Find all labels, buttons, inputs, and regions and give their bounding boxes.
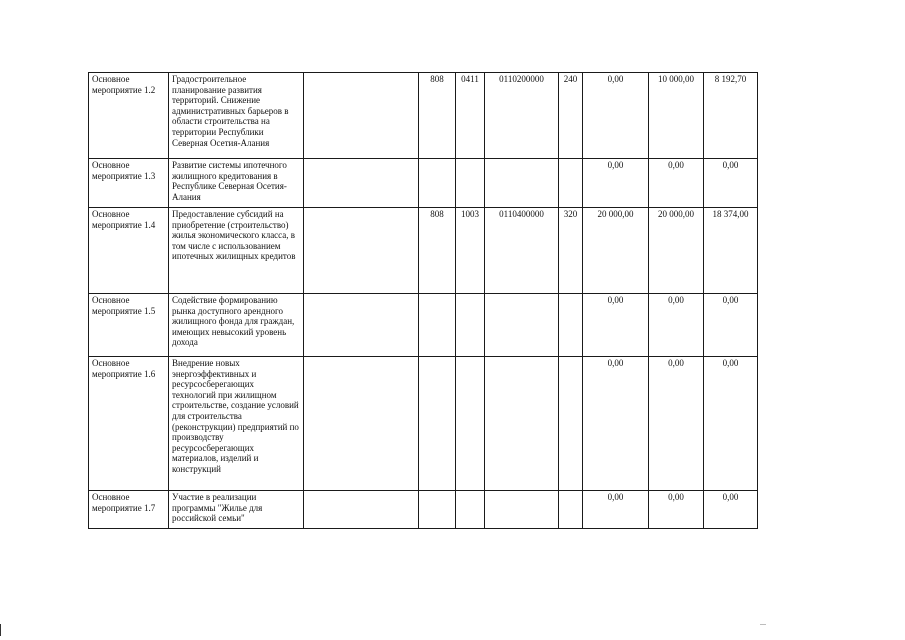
value-1-cell: 0,00 bbox=[583, 159, 649, 208]
row-type-cell: Основное мероприятие 1.2 bbox=[89, 73, 169, 159]
vr-cell bbox=[559, 357, 583, 491]
row-name-cell: Предоставление субсидий на приобретение (строительство) жилья экономического класса, в том числе с использованием ипотечных жилищных кредитов bbox=[169, 208, 304, 294]
grbs-cell bbox=[419, 491, 456, 529]
vr-cell bbox=[559, 491, 583, 529]
row-type-cell: Основное мероприятие 1.7 bbox=[89, 491, 169, 529]
vr-cell bbox=[559, 159, 583, 208]
row-type-cell: Основное мероприятие 1.4 bbox=[89, 208, 169, 294]
row-type-cell: Основное мероприятие 1.6 bbox=[89, 357, 169, 491]
value-2-cell: 0,00 bbox=[649, 491, 704, 529]
vr-cell bbox=[559, 294, 583, 357]
row-executor-cell bbox=[304, 159, 419, 208]
table-row bbox=[89, 159, 758, 208]
row-name-cell: Участие в реализации программы "Жилье для российской семьи" bbox=[169, 491, 304, 529]
grbs-cell bbox=[419, 357, 456, 491]
row-name-cell: Внедрение новых энергоэффективных и ресурсосберегающих технологий при жилищном строительстве, создание условий для строительства (реконструкции) предприятий по производству ресурсосберегающих материалов, изделий и конструкций bbox=[169, 357, 304, 491]
value-2-cell: 20 000,00 bbox=[649, 208, 704, 294]
csr-cell bbox=[485, 159, 559, 208]
rzpr-cell bbox=[456, 357, 485, 491]
rzpr-cell: 1003 bbox=[456, 208, 485, 294]
rzpr-cell bbox=[456, 491, 485, 529]
value-2-cell: 0,00 bbox=[649, 357, 704, 491]
row-executor-cell bbox=[304, 357, 419, 491]
table-row bbox=[89, 208, 758, 294]
value-3-cell: 8 192,70 bbox=[704, 73, 758, 159]
csr-cell: 0110200000 bbox=[485, 73, 559, 159]
grbs-cell: 808 bbox=[419, 208, 456, 294]
value-1-cell: 0,00 bbox=[583, 491, 649, 529]
value-3-cell: 0,00 bbox=[704, 491, 758, 529]
row-type-cell: Основное мероприятие 1.5 bbox=[89, 294, 169, 357]
table-row bbox=[89, 491, 758, 529]
value-2-cell: 0,00 bbox=[649, 159, 704, 208]
row-name-cell: Содействие формированию рынка доступного арендного жилищного фонда для граждан, имеющих невысокий уровень дохода bbox=[169, 294, 304, 357]
csr-cell bbox=[485, 491, 559, 529]
scan-speck bbox=[760, 624, 766, 625]
value-1-cell: 0,00 bbox=[583, 73, 649, 159]
row-executor-cell bbox=[304, 491, 419, 529]
csr-cell bbox=[485, 357, 559, 491]
table-row bbox=[89, 73, 758, 159]
csr-cell bbox=[485, 294, 559, 357]
value-2-cell: 0,00 bbox=[649, 294, 704, 357]
vr-cell: 320 bbox=[559, 208, 583, 294]
grbs-cell bbox=[419, 159, 456, 208]
value-1-cell: 0,00 bbox=[583, 357, 649, 491]
grbs-cell: 808 bbox=[419, 73, 456, 159]
rzpr-cell bbox=[456, 294, 485, 357]
row-executor-cell bbox=[304, 208, 419, 294]
value-3-cell: 0,00 bbox=[704, 357, 758, 491]
value-3-cell: 0,00 bbox=[704, 159, 758, 208]
value-1-cell: 0,00 bbox=[583, 294, 649, 357]
rzpr-cell: 0411 bbox=[456, 73, 485, 159]
value-2-cell: 10 000,00 bbox=[649, 73, 704, 159]
row-name-cell: Развитие системы ипотечного жилищного кредитования в Республике Северная Осетия-Алания bbox=[169, 159, 304, 208]
csr-cell: 0110400000 bbox=[485, 208, 559, 294]
row-type-cell: Основное мероприятие 1.3 bbox=[89, 159, 169, 208]
value-1-cell: 20 000,00 bbox=[583, 208, 649, 294]
rzpr-cell bbox=[456, 159, 485, 208]
value-3-cell: 0,00 bbox=[704, 294, 758, 357]
row-name-cell: Градостроительное планирование развития территорий. Снижение административных барьеров в области строительства на территории Республики Северная Осетия-Алания bbox=[169, 73, 304, 159]
row-executor-cell bbox=[304, 73, 419, 159]
table-row bbox=[89, 294, 758, 357]
vr-cell: 240 bbox=[559, 73, 583, 159]
scan-edge-mark bbox=[0, 624, 1, 636]
grbs-cell bbox=[419, 294, 456, 357]
table-row bbox=[89, 357, 758, 491]
value-3-cell: 18 374,00 bbox=[704, 208, 758, 294]
budget-table bbox=[88, 72, 758, 529]
row-executor-cell bbox=[304, 294, 419, 357]
